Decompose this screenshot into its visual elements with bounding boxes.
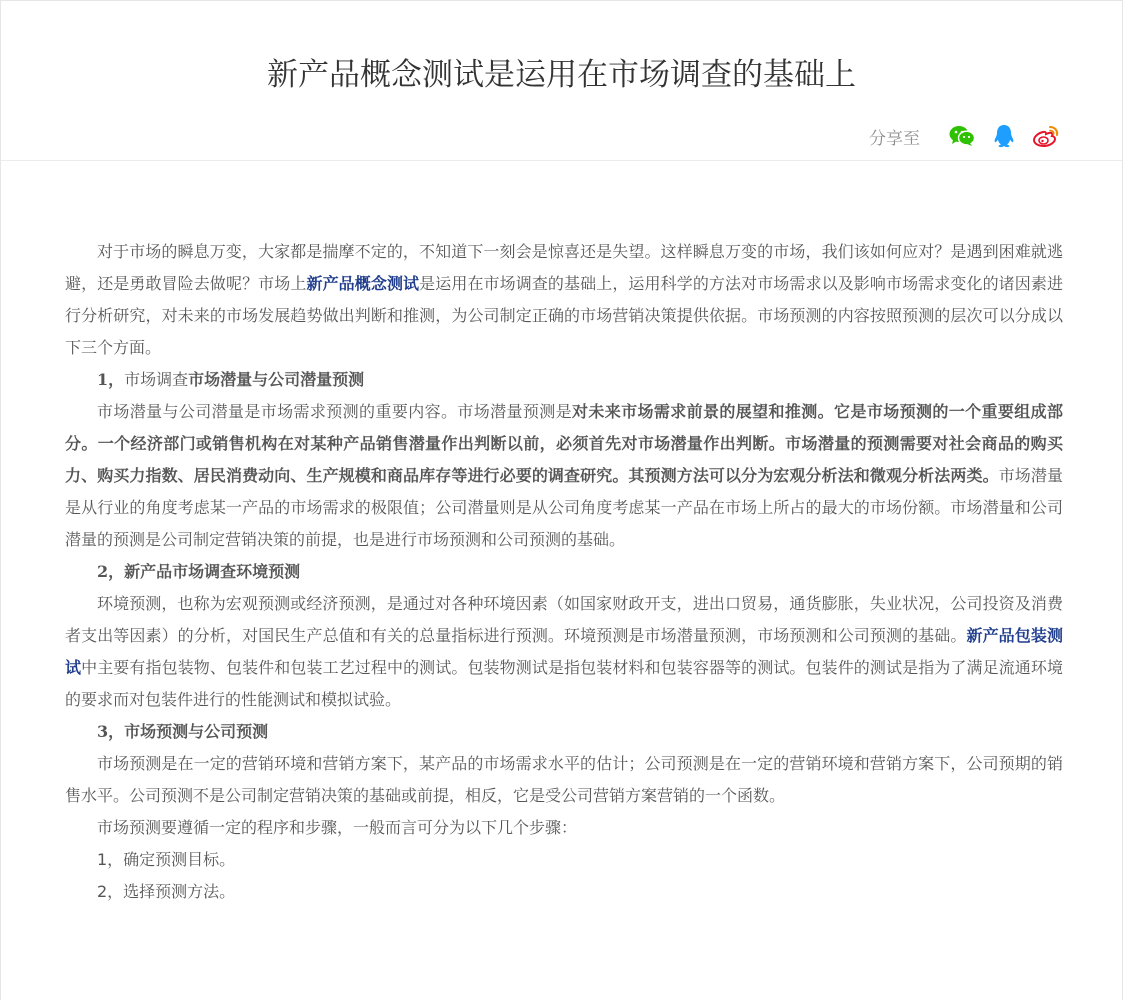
paragraph-text: 中主要有指包装物、包装件和包装工艺过程中的测试。包装物测试是指包装材料和包装容器等的测试。包装件的测试是指为了满足流通环境的要求而对包装件进行的性能测试和模拟试验。 xyxy=(65,658,1063,709)
heading-prefix: 市场调查 xyxy=(124,370,189,389)
qq-icon[interactable] xyxy=(990,122,1018,150)
heading-text: 新产品市场调查环境预测 xyxy=(124,562,301,581)
heading-number: 1， xyxy=(97,370,125,389)
heading-text: 市场预测与公司预测 xyxy=(124,722,269,741)
paragraph-market-potential xyxy=(65,396,1063,556)
paragraph-steps-intro: 市场预测要遵循一定的程序和步骤，一般而言可分为以下几个步骤： xyxy=(97,818,578,837)
link-concept-test[interactable]: 新产品概念测试 xyxy=(306,274,420,293)
wechat-icon[interactable] xyxy=(948,122,976,150)
paragraph-forecast: 市场预测是在一定的营销环境和营销方案下，某产品的市场需求水平的估计；公司预测是在一定的营销环境和营销方案下，公司预期的销售水平。公司预测不是公司制定营销决策的基础或前提，相反，它是受公司营销方案营销的一个函数。 xyxy=(65,754,1063,805)
paragraph-emphasis: 对未来市场需求前景的展望和推测。它是市场预测的一个重要组成部分。一个经济部门或销售机构在对某种产品销售潜量作出判断以前，必须首先对市场潜量作出判断。市场潜量的预测需要对社会商品的购买力、购买力指数、居民消费动向、生产规模和商品库存等进行必要的调查研究。其预测方法可以分为宏观分析法和微观分析法两类。 xyxy=(65,402,1063,485)
article-body xyxy=(65,236,1063,908)
heading-1 xyxy=(65,364,1063,396)
heading-number: 3， xyxy=(97,722,125,741)
paragraph-text: 环境预测，也称为宏观预测或经济预测，是通过对各种环境因素（如国家财政开支，进出口贸易，通货膨胀，失业状况，公司投资及消费者支出等因素）的分析，对国民生产总值和有关的总量指标进行预测。环境预测是市场潜量预测，市场预测和公司预测的基础。 xyxy=(65,594,1063,645)
heading-text: 市场潜量与公司潜量预测 xyxy=(188,370,365,389)
step-item: 1，确定预测目标。 xyxy=(97,850,236,869)
article-title: 新产品概念测试是运用在市场调查的基础上 xyxy=(267,57,856,93)
link-packaging-test[interactable]: 新产品包装测试 xyxy=(65,626,1063,677)
heading-3 xyxy=(65,716,1063,748)
weibo-icon[interactable] xyxy=(1032,122,1060,150)
paragraph-environment xyxy=(65,588,1063,716)
heading-2 xyxy=(65,556,1063,588)
step-item: 2，选择预测方法。 xyxy=(97,882,236,901)
paragraph-text: 对于市场的瞬息万变，大家都是揣摩不定的，不知道下一刻会是惊喜还是失望。这样瞬息万变的市场，我们该如何应对？是遇到困难就逃避，还是勇敢冒险去做呢？市场上 xyxy=(65,242,1063,293)
paragraph-text: 市场潜量与公司潜量是市场需求预测的重要内容。市场潜量预测是 xyxy=(97,402,572,421)
share-bar xyxy=(869,121,1060,151)
heading-number: 2， xyxy=(97,562,125,581)
paragraph-text: 市场潜量是从行业的角度考虑某一产品的市场需求的极限值；公司潜量则是从公司角度考虑某一产品在市场上所占的最大的市场份额。市场潜量和公司潜量的预测是公司制定营销决策的前提，也是进行市场预测和公司预测的基础。 xyxy=(65,466,1063,549)
paragraph-text: 是运用在市场调查的基础上，运用科学的方法对市场需求以及影响市场需求变化的诸因素进行分析研究，对未来的市场发展趋势做出判断和推测，为公司制定正确的市场营销决策提供依据。市场预测的内容按照预测的层次可以分成以下三个方面。 xyxy=(65,274,1063,357)
share-label: 分享至 xyxy=(869,128,920,149)
article-header xyxy=(1,1,1122,161)
paragraph-intro xyxy=(65,236,1063,364)
